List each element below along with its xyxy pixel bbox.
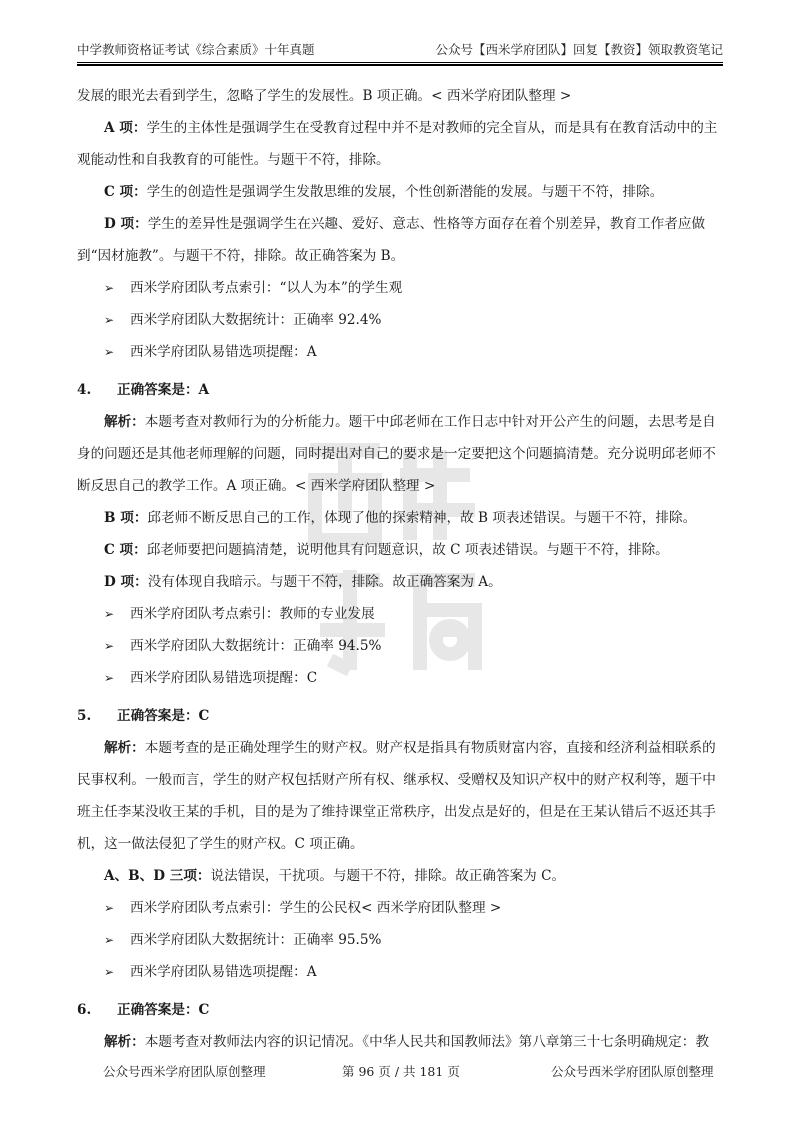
- q4-bullet-stats: [77, 630, 723, 662]
- page-content: [77, 80, 723, 1058]
- q4-analysis-text: 本题考查对教师行为的分析能力。题干中邱老师在工作日志中针对开公产生的问题，去思考是自身的问题还是其他老师理解的问题，同时提出对自己的要求是一定要把这个问题搞清楚。充分说明邱老师不断反思自己的教学工作。A 项正确。< 西米学府团队整理 >: [77, 414, 716, 494]
- continued-paragraph: 发展的眼光去看到学生，忽略了学生的发展性。B 项正确。< 西米学府团队整理 >: [77, 88, 572, 104]
- q4-bullet-stats-text: 西米学府团队大数据统计：正确率 94.5%: [130, 638, 382, 654]
- q3-bullet-stats-text: 西米学府团队大数据统计：正确率 92.4%: [130, 312, 382, 328]
- q4-option-d: [77, 566, 723, 598]
- q5-heading: [77, 700, 723, 732]
- q4-number: 4.: [77, 382, 92, 398]
- arrow-bullet-icon: ➢: [104, 965, 115, 979]
- arrow-bullet-icon: ➢: [104, 607, 115, 621]
- arrow-bullet-icon: ➢: [104, 313, 115, 327]
- q5-bullet-error-text: 西米学府团队易错选项提醒：A: [130, 964, 317, 980]
- q4-option-d-label: D 项：: [104, 574, 148, 590]
- q6-title: 正确答案是：C: [117, 1002, 210, 1018]
- q3-option-d-label: D 项：: [104, 216, 148, 232]
- q6-analysis-text: 本题考查对教师法内容的识记情况。《中华人民共和国教师法》第八章第三十七条明确规定：教: [144, 1034, 709, 1050]
- arrow-bullet-icon: ➢: [104, 933, 115, 947]
- q4-heading: [77, 374, 723, 406]
- q4-option-b-text: 邱老师不断反思自己的工作，体现了他的探索精神，故 B 项表述错误。与题干不符，排除。: [147, 510, 697, 526]
- q5-title: 正确答案是：C: [117, 708, 210, 724]
- q3-option-a-label: A 项：: [104, 120, 147, 136]
- q3-bullet-error: [77, 336, 723, 368]
- q4-option-d-text: 没有体现自我暗示。与题干不符，排除。故正确答案为 A。: [147, 574, 502, 590]
- header-right-text: 公众号【西米学府团队】回复【教资】领取教资笔记: [435, 42, 723, 57]
- footer-left-text: 公众号西米学府团队原创整理: [103, 1064, 266, 1079]
- q3-option-c-label: C 项：: [104, 184, 147, 200]
- q3-option-a: [77, 112, 723, 176]
- arrow-bullet-icon: ➢: [104, 345, 115, 359]
- arrow-bullet-icon: ➢: [104, 671, 115, 685]
- q3-bullet-index: [77, 272, 723, 304]
- q4-analysis-label: 解析：: [104, 414, 145, 430]
- q5-option-abd-label: A、B、D 三项：: [104, 868, 211, 884]
- q3-option-a-text: 学生的主体性是强调学生在受教育过程中并不是对教师的完全盲从，而是具有在教育活动中的主观能动性和自我教育的可能性。与题干不符，排除。: [77, 120, 718, 168]
- q5-bullet-stats: [77, 924, 723, 956]
- page-header: [77, 40, 723, 63]
- q5-bullet-error: [77, 956, 723, 988]
- q3-bullet-index-text: 西米学府团队考点索引：“以人为本”的学生观: [130, 280, 403, 296]
- q6-number: 6.: [77, 1002, 92, 1018]
- arrow-bullet-icon: ➢: [104, 639, 115, 653]
- q3-option-d-text: 学生的差异性是强调学生在兴趣、爱好、意志、性格等方面存在着个别差异，教育工作者应做到“因材施教”。与题干不符，排除。故正确答案为 B。: [77, 216, 706, 264]
- q4-bullet-index-text: 西米学府团队考点索引：教师的专业发展: [130, 606, 375, 622]
- q3-option-c-text: 学生的创造性是强调学生发散思维的发展，个性创新潜能的发展。与题干不符，排除。: [146, 184, 664, 200]
- q5-bullet-stats-text: 西米学府团队大数据统计：正确率 95.5%: [130, 932, 382, 948]
- q4-option-c: [77, 534, 723, 566]
- q5-analysis-label: 解析：: [104, 740, 145, 756]
- q5-bullet-index: [77, 892, 723, 924]
- header-left-text: 中学教师资格证考试《综合素质》十年真题: [77, 42, 315, 57]
- q5-number: 5.: [77, 708, 92, 724]
- q4-bullet-error-text: 西米学府团队易错选项提醒：C: [130, 670, 318, 686]
- q4-option-b-label: B 项：: [104, 510, 148, 526]
- q5-analysis: [77, 732, 723, 860]
- footer-right-text: 公众号西米学府团队原创整理: [551, 1064, 714, 1079]
- q4-bullet-index: [77, 598, 723, 630]
- q3-option-c: [77, 176, 723, 208]
- q4-option-b: [77, 502, 723, 534]
- q5-analysis-text: 本题考查的是正确处理学生的财产权。财产权是指具有物质财富内容，直接和经济利益相联系的民事权利。一般而言，学生的财产权包括财产所有权、继承权、受赠权及知识产权中的财产权利等，题干中班主任李某没收王某的手机，目的是为了维持课堂正常秩序，出发点是好的，但是在王某认错后不返还其手机，这一做法侵犯了学生的财产权。C 项正确。: [77, 740, 716, 852]
- q6-heading: [77, 994, 723, 1026]
- q5-option-abd: [77, 860, 723, 892]
- q4-bullet-error: [77, 662, 723, 694]
- q3-option-d: [77, 208, 723, 272]
- q4-title: 正确答案是：A: [117, 382, 210, 398]
- q5-bullet-index-text: 西米学府团队考点索引：学生的公民权< 西米学府团队整理 >: [130, 900, 502, 916]
- q4-analysis: [77, 406, 723, 502]
- q3-bullet-error-text: 西米学府团队易错选项提醒：A: [130, 344, 317, 360]
- q4-option-c-label: C 项：: [104, 542, 147, 558]
- q3-bullet-stats: [77, 304, 723, 336]
- q4-option-c-text: 邱老师要把问题搞清楚，说明他具有问题意识，故 C 项表述错误。与题干不符，排除。: [146, 542, 669, 558]
- arrow-bullet-icon: ➢: [104, 901, 115, 915]
- page-number: 第 96 页 / 共 181 页: [342, 1064, 460, 1079]
- q6-analysis-label: 解析：: [104, 1034, 145, 1050]
- q5-option-abd-text: 说法错误，干扰项。与题干不符，排除。故正确答案为 C。: [210, 868, 566, 884]
- q6-analysis: [77, 1026, 723, 1058]
- arrow-bullet-icon: ➢: [104, 281, 115, 295]
